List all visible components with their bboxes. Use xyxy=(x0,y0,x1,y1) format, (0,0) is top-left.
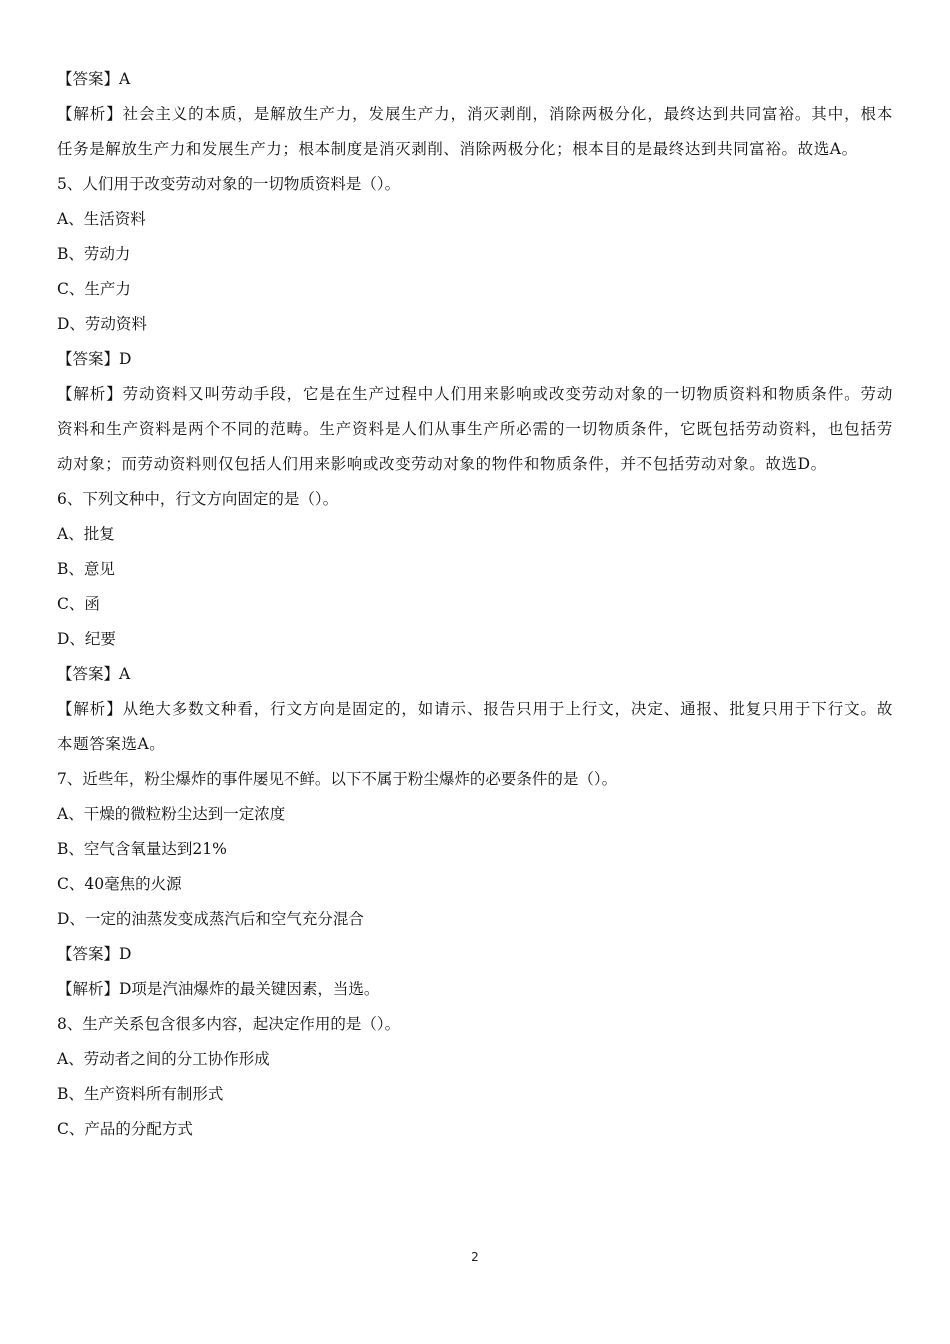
option-item: C、40毫焦的火源 xyxy=(57,875,182,893)
option-item: B、空气含氧量达到21% xyxy=(57,840,227,858)
option-item: C、函 xyxy=(57,595,100,613)
answer-line: 【答案】A xyxy=(57,665,131,683)
explanation-paragraph: 【解析】D项是汽油爆炸的最关键因素，当选。 xyxy=(57,980,380,998)
question-stem: 8、生产关系包含很多内容，起决定作用的是（）。 xyxy=(57,1015,401,1033)
question-stem: 6、下列文种中，行文方向固定的是（）。 xyxy=(57,490,339,508)
option-item: B、劳动力 xyxy=(57,245,131,263)
option-item: A、批复 xyxy=(57,525,115,543)
option-item: C、产品的分配方式 xyxy=(57,1120,193,1138)
page-number: 2 xyxy=(471,1250,479,1264)
option-item: D、纪要 xyxy=(57,630,116,648)
question-stem: 5、人们用于改变劳动对象的一切物质资料是（）。 xyxy=(57,175,401,193)
explanation-paragraph: 【解析】社会主义的本质，是解放生产力，发展生产力，消灭剥削，消除两极分化，最终达到共同富裕。其中，根本任务是解放生产力和发展生产力；根本制度是消灭剥削、消除两极分化；根本目的是最终达到共同富裕。故选A。 xyxy=(57,105,893,158)
option-item: C、生产力 xyxy=(57,280,131,298)
answer-line: 【答案】A xyxy=(57,70,131,88)
explanation-paragraph: 【解析】从绝大多数文种看，行文方向是固定的，如请示、报告只用于上行文，决定、通报、批复只用于下行文。故本题答案选A。 xyxy=(57,700,893,753)
answer-line: 【答案】D xyxy=(57,945,132,963)
option-item: A、生活资料 xyxy=(57,210,146,228)
option-item: A、劳动者之间的分工协作形成 xyxy=(57,1050,270,1068)
explanation-paragraph: 【解析】劳动资料又叫劳动手段，它是在生产过程中人们用来影响或改变劳动对象的一切物质资料和物质条件。劳动资料和生产资料是两个不同的范畴。生产资料是人们从事生产所必需的一切物质条件，它既包括劳动资料，也包括劳动对象；而劳动资料则仅包括人们用来影响或改变劳动对象的物件和物质条件，并不包括劳动对象。故选D。 xyxy=(57,385,893,473)
option-item: D、一定的油蒸发变成蒸汽后和空气充分混合 xyxy=(57,910,364,928)
option-item: B、意见 xyxy=(57,560,115,578)
document-body xyxy=(57,62,893,1147)
option-item: B、生产资料所有制形式 xyxy=(57,1085,224,1103)
option-item: D、劳动资料 xyxy=(57,315,147,333)
answer-line: 【答案】D xyxy=(57,350,132,368)
option-item: A、干燥的微粒粉尘达到一定浓度 xyxy=(57,805,286,823)
question-stem: 7、近些年，粉尘爆炸的事件屡见不鲜。以下不属于粉尘爆炸的必要条件的是（）。 xyxy=(57,770,618,788)
